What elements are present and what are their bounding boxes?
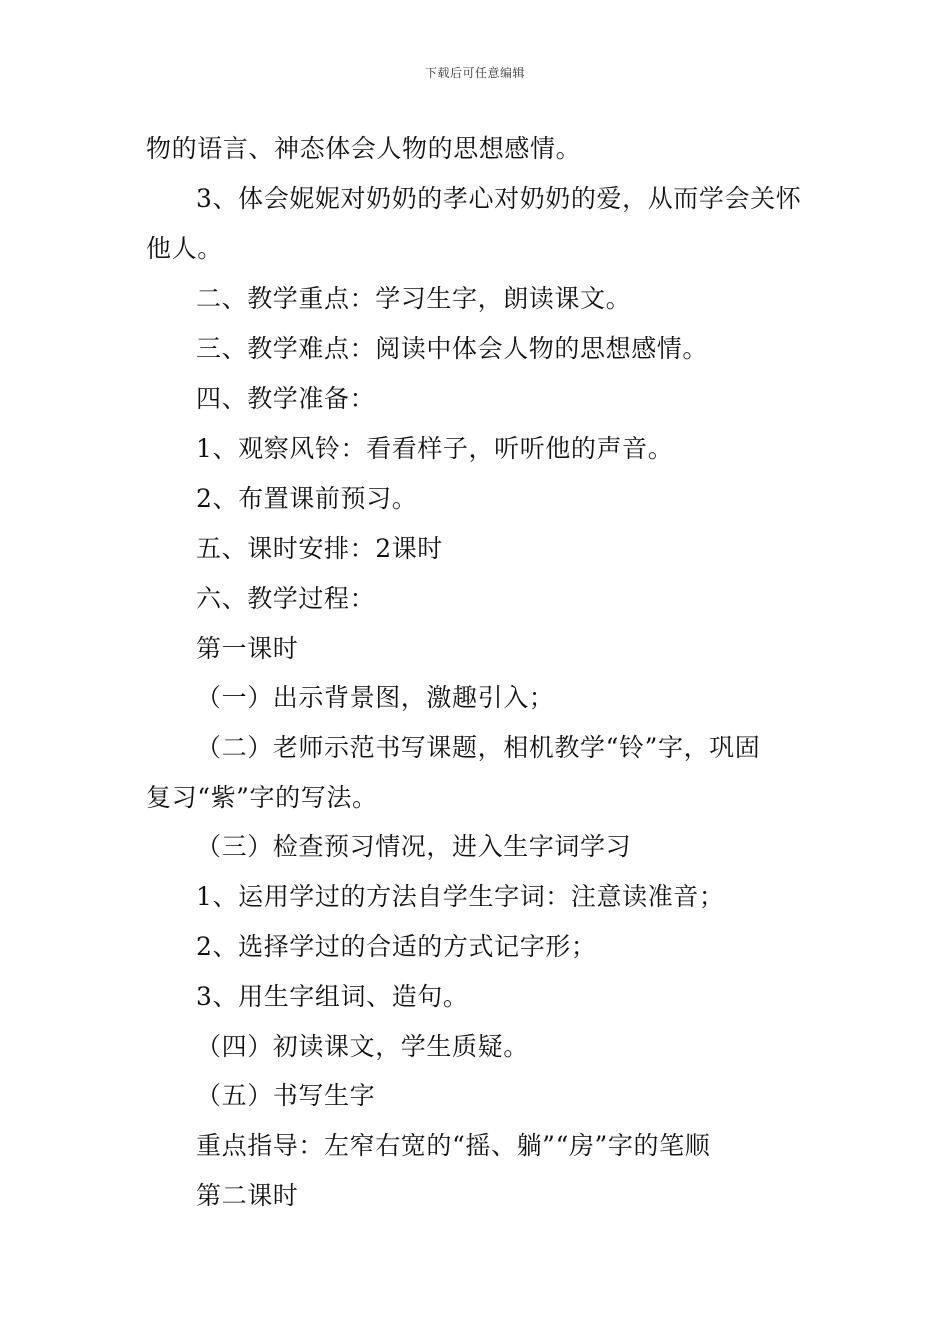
- body-line: 复习“紫”字的写法。: [146, 783, 378, 812]
- body-line: 三、教学难点：阅读中体会人物的思想感情。: [196, 334, 709, 363]
- body-line: 1、运用学过的方法自学生字词：注意读准音；: [196, 882, 725, 911]
- page-header: 下载后可任意编辑: [424, 66, 525, 80]
- body-line: 3、用生字组词、造句。: [196, 982, 469, 1011]
- body-line: 第一课时: [196, 634, 299, 663]
- body-line: 物的语言、神态体会人物的思想感情。: [146, 134, 582, 163]
- body-line: 六、教学过程：: [196, 584, 376, 613]
- body-line: （三）检查预习情况，进入生字词学习: [196, 832, 632, 861]
- body-line: 2、布置课前预习。: [196, 484, 418, 513]
- body-line: 第二课时: [196, 1181, 299, 1210]
- body-line: 他人。: [146, 234, 223, 263]
- body-line: （一）出示背景图，激趣引入；: [196, 683, 555, 712]
- body-line: 二、教学重点：学习生字，朗读课文。: [196, 284, 632, 313]
- body-line: 重点指导：左窄右宽的“摇、躺”“房”字的笔顺: [196, 1131, 711, 1160]
- body-line: 2、选择学过的合适的方式记字形；: [196, 932, 597, 961]
- body-line: （五）书写生字: [196, 1081, 376, 1110]
- body-line: 五、课时安排：2课时: [196, 534, 443, 563]
- body-line: 四、教学准备：: [196, 384, 376, 413]
- body-line: （二）老师示范书写课题，相机教学“铃”字，巩固: [196, 733, 761, 762]
- body-line: 3、体会妮妮对奶奶的孝心对奶奶的爱，从而学会关怀: [196, 184, 802, 213]
- body-line: 1、观察风铃：看看样子，听听他的声音。: [196, 434, 674, 463]
- body-line: （四）初读课文，学生质疑。: [196, 1032, 529, 1061]
